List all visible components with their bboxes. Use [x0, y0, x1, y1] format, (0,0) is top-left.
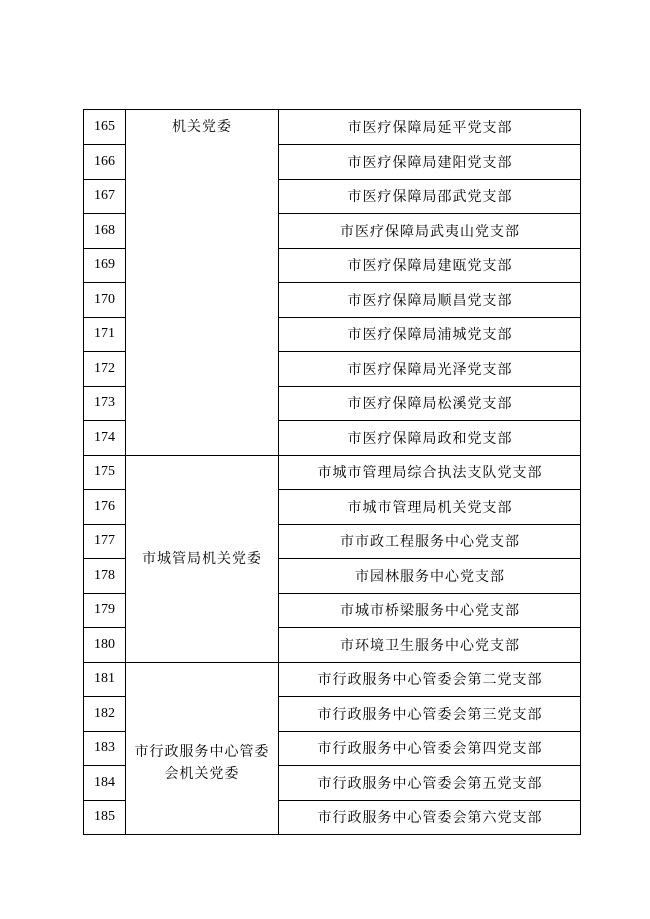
- row-divider: [84, 627, 125, 628]
- group-divider: [84, 455, 580, 456]
- branch-name: 市行政服务中心管委会第五党支部: [317, 776, 543, 792]
- branch-name: 市医疗保障局浦城党支部: [347, 327, 513, 343]
- row-divider: [278, 213, 580, 214]
- row-divider: [278, 627, 580, 628]
- row-divider: [84, 317, 125, 318]
- row-divider: [278, 386, 580, 387]
- branch-name: 市医疗保障局建阳党支部: [347, 155, 513, 171]
- row-number: 171: [94, 326, 115, 341]
- row-divider: [278, 558, 580, 559]
- row-number: 170: [94, 292, 115, 307]
- row-divider: [278, 179, 580, 180]
- branch-name: 市城市桥梁服务中心党支部: [340, 603, 520, 619]
- row-divider: [84, 248, 125, 249]
- row-number: 169: [94, 257, 115, 272]
- branch-name: 市园林服务中心党支部: [355, 569, 505, 585]
- row-divider: [278, 593, 580, 594]
- branch-name: 市城市管理局综合执法支队党支部: [317, 465, 543, 481]
- row-number: 172: [94, 361, 115, 376]
- row-number: 184: [94, 775, 115, 790]
- row-divider: [84, 524, 125, 525]
- branch-name: 市行政服务中心管委会第六党支部: [317, 810, 543, 826]
- row-divider: [84, 179, 125, 180]
- row-divider: [84, 765, 125, 766]
- row-number: 180: [94, 637, 115, 652]
- group-name-2: 市城管局机关党委: [142, 550, 262, 567]
- row-divider: [84, 386, 125, 387]
- row-divider: [84, 593, 125, 594]
- row-number: 178: [94, 568, 115, 583]
- branch-name: 市行政服务中心管委会第四党支部: [317, 741, 543, 757]
- branch-name: 市市政工程服务中心党支部: [340, 534, 520, 550]
- row-divider: [84, 144, 125, 145]
- row-divider: [278, 800, 580, 801]
- branch-name: 市医疗保障局政和党支部: [347, 431, 513, 447]
- row-number: 176: [94, 499, 115, 514]
- branch-name: 市医疗保障局建瓯党支部: [347, 258, 513, 274]
- party-branch-table: [83, 109, 581, 835]
- row-divider: [84, 351, 125, 352]
- branch-name: 市医疗保障局松溪党支部: [347, 396, 513, 412]
- row-divider: [278, 317, 580, 318]
- row-number: 175: [94, 464, 115, 479]
- group-divider: [84, 662, 580, 663]
- group-name-3: [126, 662, 278, 834]
- row-divider: [278, 731, 580, 732]
- row-divider: [84, 696, 125, 697]
- row-divider: [278, 765, 580, 766]
- branch-name: 市行政服务中心管委会第二党支部: [317, 672, 543, 688]
- branch-name: 市医疗保障局武夷山党支部: [340, 224, 520, 240]
- row-divider: [278, 524, 580, 525]
- row-number: 166: [94, 154, 115, 169]
- row-divider: [84, 800, 125, 801]
- row-divider: [278, 282, 580, 283]
- branch-name: 市医疗保障局光泽党支部: [347, 362, 513, 378]
- branch-name: 市医疗保障局延平党支部: [347, 120, 513, 136]
- branch-name: 市医疗保障局顺昌党支部: [347, 293, 513, 309]
- group-name-1: 机关党委: [172, 119, 232, 135]
- branch-name: 市医疗保障局邵武党支部: [347, 189, 513, 205]
- row-number: 181: [94, 671, 115, 686]
- row-divider: [278, 351, 580, 352]
- row-number: 165: [94, 119, 115, 134]
- row-divider: [278, 248, 580, 249]
- branch-name: 市环境卫生服务中心党支部: [340, 638, 520, 654]
- row-divider: [84, 731, 125, 732]
- row-divider: [278, 144, 580, 145]
- row-divider: [84, 213, 125, 214]
- row-number: 174: [94, 430, 115, 445]
- group-name-3-line-1: 市行政服务中心管委: [134, 744, 270, 760]
- row-number: 173: [94, 395, 115, 410]
- row-divider: [278, 420, 580, 421]
- row-number: 167: [94, 188, 115, 203]
- row-number: 177: [94, 533, 115, 548]
- row-number: 168: [94, 223, 115, 238]
- row-divider: [84, 282, 125, 283]
- row-number: 185: [94, 809, 115, 824]
- row-number: 179: [94, 602, 115, 617]
- row-divider: [278, 696, 580, 697]
- row-divider: [84, 489, 125, 490]
- group-name-3-line-2: 会机关党委: [164, 766, 240, 782]
- branch-name: 市行政服务中心管委会第三党支部: [317, 707, 543, 723]
- row-number: 182: [94, 706, 115, 721]
- row-divider: [84, 420, 125, 421]
- row-number: 183: [94, 740, 115, 755]
- row-divider: [84, 558, 125, 559]
- row-divider: [278, 489, 580, 490]
- branch-name: 市城市管理局机关党支部: [347, 500, 513, 516]
